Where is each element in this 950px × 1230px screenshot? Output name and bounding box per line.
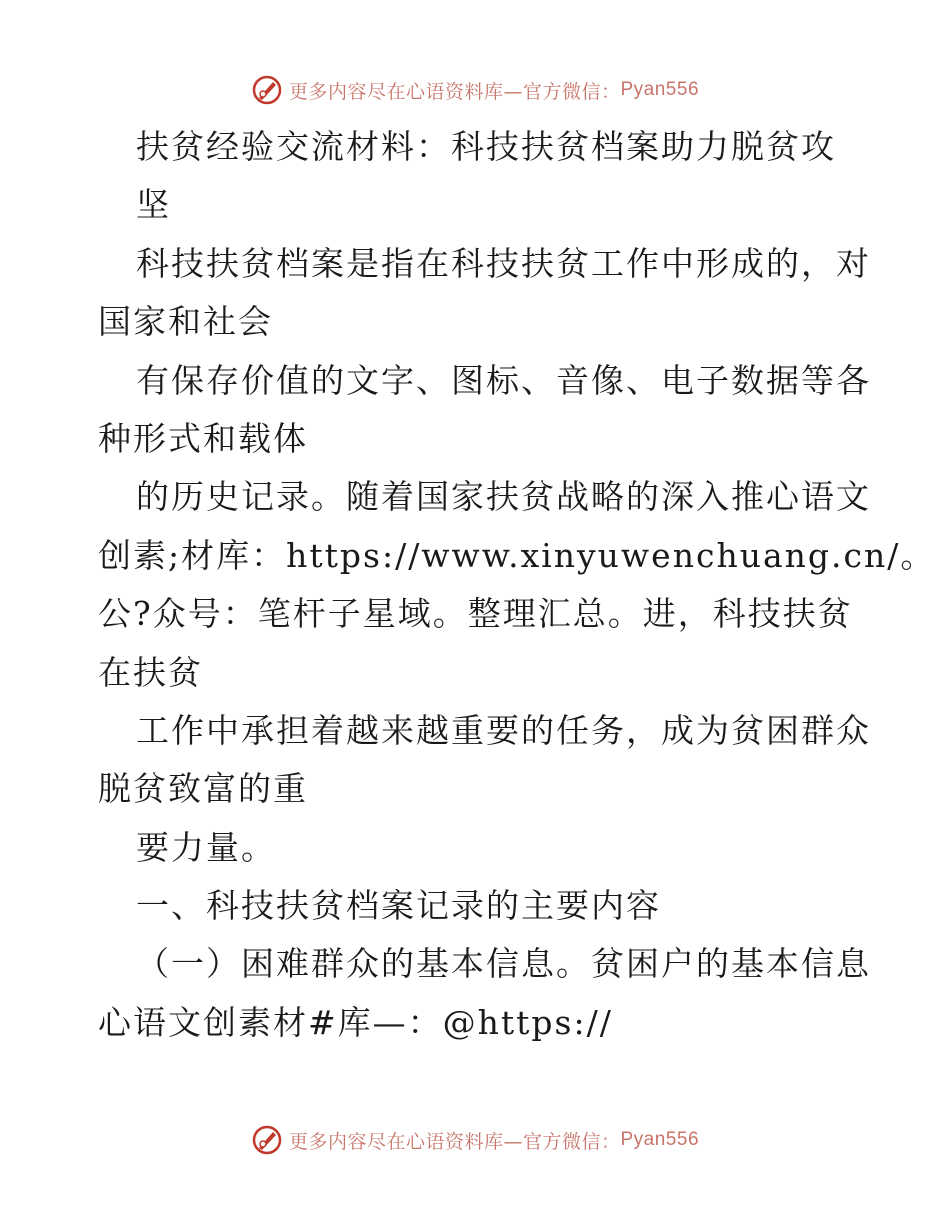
text-line: 一、科技扶贫档案记录的主要内容: [136, 886, 661, 926]
text-line: 种形式和载体: [98, 418, 308, 458]
watermark-wechat-id: Pyan556: [620, 79, 700, 100]
watermark-wechat-id: Pyan556: [620, 1129, 700, 1150]
text-line: 科技扶贫档案是指在科技扶贫工作中形成的，对: [136, 243, 871, 283]
header-watermark: [0, 70, 950, 110]
quill-logo-icon: [251, 74, 283, 106]
document-body: [98, 118, 936, 1052]
text-line: 公?众号：笔杆子星域。整理汇总。进，科技扶贫: [98, 594, 853, 634]
text-line: 的历史记录。随着国家扶贫战略的深入推心语文: [136, 477, 871, 517]
text-line: 在扶贫: [98, 652, 203, 692]
watermark-text: 更多内容尽在心语资料库—官方微信：: [288, 80, 621, 103]
text-line: （一）困难群众的基本信息。贫困户的基本信息: [136, 944, 871, 984]
text-line: 工作中承担着越来越重要的任务，成为贫困群众: [136, 710, 871, 750]
watermark-text: 更多内容尽在心语资料库—官方微信：: [288, 1130, 621, 1153]
text-line: 心语文创素材#库—：@https://: [98, 1002, 613, 1042]
text-line: 有保存价值的文字、图标、音像、电子数据等各: [136, 360, 871, 400]
text-line: 坚: [136, 185, 171, 225]
text-line: 创素;材库：https://www.xinyuwenchuang.cn/。: [98, 535, 936, 575]
quill-logo-icon: [251, 1124, 283, 1156]
text-line: 脱贫致富的重: [98, 769, 308, 809]
text-line: 要力量。: [136, 827, 276, 867]
text-line: 国家和社会: [98, 302, 273, 342]
footer-watermark: [0, 1120, 950, 1160]
text-line: 扶贫经验交流材料：科技扶贫档案助力脱贫攻: [136, 127, 836, 166]
